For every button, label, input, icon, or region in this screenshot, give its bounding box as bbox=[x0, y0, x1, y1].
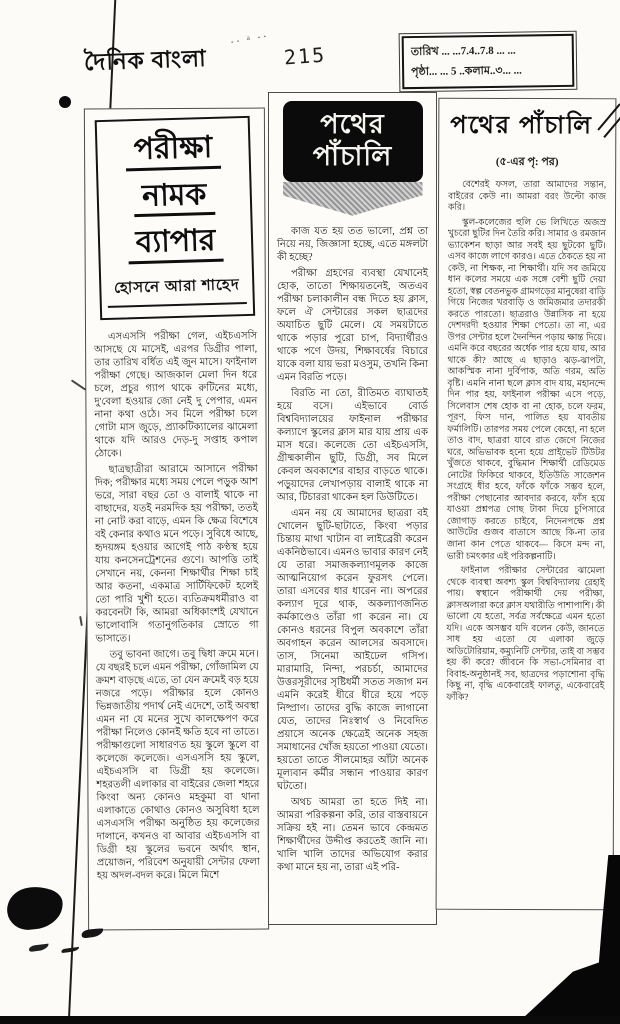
left-article-body bbox=[94, 329, 260, 882]
body-paragraph: বিরতি না তো, রীতিমত ব্যাঘাতই হয়ে বসে। এইভাবে বোর্ড বিশ্ববিদ্যালয়ের ফাইনাল পরীক্ষার কল্যাণে স্কুলের ক্লাস মার যায় প্রায় এক মাস ধরে। কলেজে তো এইচএসসি, গ্রীষ্মকালীন ছুটি, ডিগ্রী, সব মিলে কেবল অবকাশের বাহার বাড়তে থাকে। পড়ুয়াদের লেখাপড়ায় বালাই থাকে না আর, টিচাররা থাকেন হল ডিউটিতে। bbox=[277, 387, 428, 503]
headline-word: পরীক্ষা bbox=[125, 131, 220, 171]
middle-column-clipping bbox=[268, 92, 437, 925]
body-paragraph: স্কুল-কলেজের হুলি ভে লিখিতে অজস্র খুচরো ছুটির দিন তৈরি করি। সামার ও রমজান ভ্যাকেশন ছাড়া আর সবই হয় ছুটকো ছুটি। এসব কাজে লাগে কারও। এতে ঠেকতে হয় না কেউ, না শিক্ষক, না শিক্ষার্থী। যদি সব জমিয়ে ধান কলের সময়ে এক সঙ্গে বেশী ছুটি দেয়া হতো, স্বল্প বেতনভুক গ্রামগড়ের মানুষেরা বাড়ি গিয়ে নিজের খরবাড়ি ও জমিজমার তদারকী করতে পারতো। ছাত্ররাও উন্নাসিক না হয়ে দেশদরদী হওয়ার শিক্ষা পেতো। তা না, এর উপর সেন্টার হলে দৈনন্দিন পড়ায় ক্ষান্ত দিয়ে। এমনি করে বছরের অর্ধেক পার হয়ে যায়, আর থাকে কী? আছে এ ছাড়াও ঝড়-ঝাপটা, আকস্মিক নানা দুর্বিপাক, অতি গরম, অতি বৃষ্টি। এমনি নানা ছলে ক্লাস বাদ যায়, মহানন্দে দিন পার হয়, ফাইনাল পরীক্ষা এসে পড়ে, সিলেবাস শেষ হোক বা না হোক, চলে ফরম, পূরণ, ফিস দান, পালিত হয় যাবতীয় ফর্মালিটি। তারপর সময় পেলে কেহো, না হলে তাও বাদ, ছাত্ররা যাবে রাত জেগে নিজের ঘরে, অভিভাবক হন্যে হয়ে প্রাইভেট টিউটর খুঁজতে থাকবে, বুদ্ধিমান শিক্ষার্থী রেডিমেড নোটের ফিকিরে থাকবে, ইতিউতি সাজেশন সংগ্রহে ধীর হবে, ফাঁকে ফাঁকে সম্ভব হলে, পরীক্ষা পেছানোর আবদার করবে, ফাঁস হয়ে যাওয়া প্রশ্নপত্র গোছ টাকা দিয়ে চুপিসারে জোগাড় করতে চাইবে, নিদেনপক্ষে প্রশ্ন আউটের গুজব বাতাসে আছে কি-না তার জানা কান পেতে থাকবে— কিসে মন্দ না, ভারী চমৎকার এই পরিকল্পনাটি। bbox=[446, 216, 607, 561]
body-paragraph: পরীক্ষা গ্রহণের ব্যবস্থা যেখানেই হোক, তাতো শিক্ষায়তনেই, অতএব পরীক্ষা চলাকালীন বন্ধ দিতে হয় ক্লাস, ফলে ঐ সেন্টারের সকল ছাত্রদের অযাচিত ছুটি মেলে। যে সময়টাতে থাকে পড়ার পুরো চাপ, বিদ্যার্থীরও থাকে পণে উদয়, শিক্ষাবর্ষের বিচারে যাকে বলা যায় ভরা মওসুম, তখনি কিনা এমন বিরতি পড়ে। bbox=[277, 267, 428, 383]
right-column-clipping bbox=[436, 98, 617, 911]
scan-shadow-bottom bbox=[0, 1016, 620, 1024]
middle-article-body bbox=[277, 225, 428, 874]
pen-scribble: ·· ᵃ ·· bbox=[228, 28, 271, 50]
body-paragraph: ফাইনাল পরীক্ষার সেন্টারের ঝামেলা থেকে ব্যবস্থা অবশ্য স্কুল বিশ্ববিদ্যালয় রেহাই পায়। স্বস্থানে পরীক্ষার্থী দেয় পরীক্ষা, ক্লাসঅলারা করে ক্লাস যথারীতি পাশাপাশি। কী ভালো যে হতো, সর্বত্র সর্বক্ষেত্রে এমন হতো যদি। একে অসম্ভব যদি বলেন কেউ, জানতে সাধ হয় এতো যে এলাকা জুড়ে অডিটোরিয়াম, কম্যুনিটি সেন্টার, তাই বা সম্ভব হয় কী করে? জীবনে কি সভা-সেমিনার বা বিবাহ-অনুষ্ঠানই সব, ছাত্রদের পড়াশোনা বৃদ্ধি কিছু না, বৃদ্ধি একেবারেই ফালতু, একেবারেই ফাঁকি? bbox=[446, 564, 605, 702]
body-paragraph: এসএসসি পরীক্ষা গেল, এইচএসসি আসছে যে মাসেই, এরপর ডিগ্রীর পালা, তার তারিখ বর্ধিত এই জুন মাসে। ফাইনাল পরীক্ষা গেছে। আজকাল মেলা দিন ধরে চলে, প্রচুর গ্যাপ থাকে রুটিনের মধ্যে, দু'বেলা হওয়ার জো নেই দু পেপার, এমন নানা কথা ওঠে। সব মিলে পরীক্ষা চলে গোটা মাস জুড়ে, প্র্যাকটিক্যালের ঝামেলা থাকে যদি আরও দেড়-দু সপ্তাহ কপাল ঠোকে। bbox=[94, 330, 258, 460]
masthead-ribbon bbox=[283, 182, 423, 216]
headline-word: ব্যাপার bbox=[127, 224, 224, 264]
pen-mark bbox=[71, 379, 86, 390]
continued-from-note: (৫-এর পৃ: পর) bbox=[495, 155, 559, 169]
masthead-line: পাঁচালি bbox=[312, 141, 393, 172]
continuation-headline: পথের পাঁচালি bbox=[450, 112, 593, 140]
right-article-body bbox=[446, 179, 606, 704]
headline-word: নামক bbox=[134, 177, 215, 217]
newspaper-name: দৈনিক বাংলা bbox=[83, 45, 208, 76]
body-paragraph: কাজ যত হয় তত ভালো, প্রশ্ন তা নিয়ে নয়, জিজ্ঞাসা হচ্ছে, এতে মঙ্গলটা কী হচ্ছে? bbox=[277, 225, 428, 263]
date-stamp-box bbox=[402, 34, 575, 89]
body-paragraph: তবু ভাবনা জাগে। তবু দ্বিধা ক্রমে মনে। যে বছরই চলে এমন পরীক্ষা, গোঁজামিল যে ক্রমশ বাড়ছে এতে, তা যেন ক্রমেই বড় হয়ে নজরে পড়ে। পরীক্ষার হলে কোনও ভিন্নজাতীয় পদার্থ নেই এদেশে, তাই অবস্থা এমন না যে মনের সুখে কালক্ষেপণ করে পরীক্ষা নিলেও কোনই ক্ষতি হবে না তাতে। পরীক্ষাগুলো সাধারণত হয় স্কুলে স্কুলে বা কলেজে কলেজে। এসএসসি হয় স্কুলে, এইচএসসি বা ডিগ্রী হয় কলেজে। শহরতলী এলাকার বা বাইরের জেলা শহরে কিংবা অন্য কোনও মহকুমা বা থানা এলাকাতে কোথাও কোনও অসুবিধা হলে এসএসসি পরীক্ষা অনুষ্ঠিত হয় কলেজের দালানে, কখনও বা আবার এইচএসসি বা ডিগ্রী হয় স্কুলের ভবনে অর্থাৎ স্থান, প্রয়োজন, পরিবেশ অনুযায়ী সেন্টার ফেলা হয় অদল-বদল করে। মিলে মিশে bbox=[95, 648, 260, 882]
body-paragraph: অথচ আমরা তা হতে দিই না। আমরা পরিকল্পনা করি, তার বাস্তবায়নে সক্রিয় হই না। তেমন ভাবে কেন্দ্রমত শিক্ষার্থীদের উদ্দীপ্ত করতেই জানি না। খালি খালি তাদের অভিযোগ করার কথা মানে হয় না, তারা এই পরি- bbox=[277, 796, 428, 873]
punch-hole-dot bbox=[59, 96, 71, 108]
masthead-line: পথের bbox=[320, 109, 385, 139]
pen-mark bbox=[79, 616, 83, 626]
byline: হোসনে আরা শাহেদ bbox=[107, 273, 247, 308]
pather-panchali-masthead bbox=[283, 101, 423, 182]
stamp-page-column-line: পৃষ্ঠা... ... 5 ..কলাম..৩... ... bbox=[411, 64, 522, 79]
left-column-clipping bbox=[84, 108, 269, 931]
body-paragraph: এমন নয় যে আমাদের ছাত্ররা বই খোলেন ছুটি-ছাটাতে, কিংবা পড়ার চিন্তায় মাথা খাটান বা লাইব্রেরী করেন একনিষ্ঠভাবে। এমনও ভাবার কারণ নেই যে তারা সমাজকল্যাণমূলক কাজে আত্মনিয়োগ করেন ফুরসৎ পেলে। তারা এসবের ধার ধারেন না। অপরের কল্যাণ দূরে থাক, অকল্যাণজনিত কর্মকাণ্ডেও তাঁরা গা করেন না। যে কোনও ধরনের বিপুল অবকাশে তাঁরা অবগাহন করেন আলসের অবসাদে। তাস, সিনেমা আইঢেল গসিপ। মারামারি, নিন্দা, পরচর্চা, আমাদের উত্তরসূরীদের সৃষ্টিধর্মী সতত সজাগ মন এমনি করেই ধীরে ধীরে হয়ে পড়ে নিষ্প্রাণ। তাদের বুদ্ধি কাজে লাগানো যেত, তাদের নিঃস্বার্থ ও নিবেদিত প্রয়াসে অনেক ক্ষেত্রেই অনেক সহজ সমাধানের খোঁজ হয়তো পাওয়া যেতো। হয়তো তাতে সীলমোহর আঁটা অনেক মূল্যবান কর্মীর সন্ধান পাওয়ার কারণ ঘটতো। bbox=[277, 507, 428, 792]
body-paragraph: ছাত্রছাত্রীরা আরামে আসানে পরীক্ষা দিক; পরীক্ষার মধ্যে সময় পেলে পড়ুক আশ ভরে, সারা বছর তো ও বালাই থাকে না বাছাদের, যতই নরমদিক হয় পরীক্ষা, ততই না নোট করা বাড়ে, এমন কি ক্ষেত্র বিশেষে বই কেনার কথাও মনে পড়ে। সুবিধে আছে, হৃদয়ঙ্গম হওয়ার আগেই পাঠ কণ্ঠস্থ হয়ে যায় কনসেনট্রেশনের গুণে। আপত্তি তাই সেখানে নয়, কেননা শিক্ষার্থীর শিক্ষা চাই আর কতনা, একমাত্র সার্টিফিকেট হলেই তো পারি খুশী হতে। ব্যতিক্রমধর্মীরাও বা করবেনটা কি, আমরা অধিকাংশই যেখানে ভালোবাসি গতানুগতিকার স্রোতে গা ভাসাতে। bbox=[94, 463, 259, 645]
stamp-date-line: তারিখ ... ...7.4..7.8 ... ... bbox=[410, 44, 516, 59]
body-paragraph: বেশেরই ফসল, তারা আমাদের সন্তান, বাইরের কেউ না। আমরা বরং উল্টো কাজ করি। bbox=[448, 178, 607, 212]
left-headline-box bbox=[95, 116, 256, 320]
archive-page-number: 215 bbox=[283, 42, 327, 70]
scan-shadow-corner bbox=[522, 955, 620, 1019]
ink-smudge bbox=[5, 884, 66, 933]
